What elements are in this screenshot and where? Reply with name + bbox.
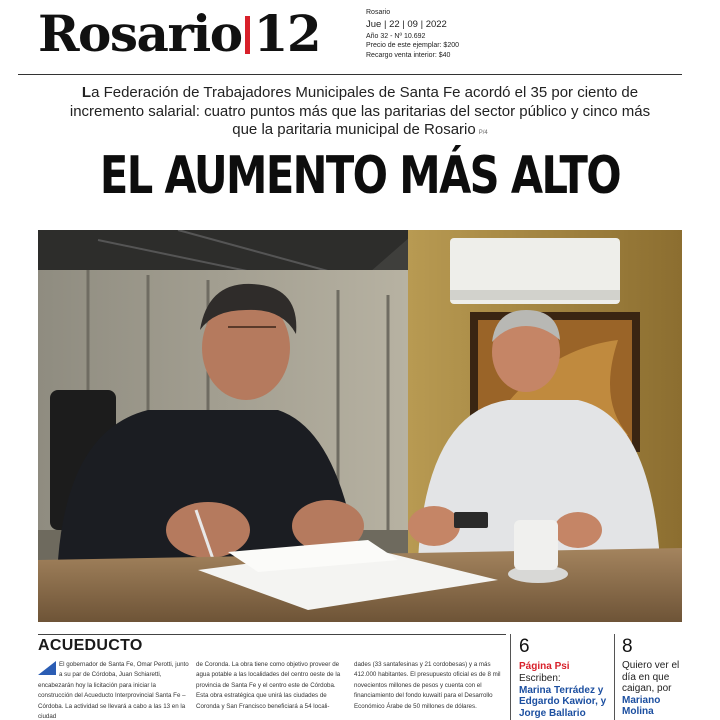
logo-red-bar [245, 16, 250, 54]
deck-text: a Federación de Trabajadores Municipales de Santa Fe acordó el 35 por ciento de incremento salarial: cuatro puntos más que las paritarias del sector público y cinco más que la paritaria municipal de Rosario [69, 84, 651, 138]
section-rule [38, 634, 506, 635]
deck-page-ref: P/4 [478, 130, 488, 136]
story-column-3: dades (33 santafesinas y 21 cordobesas) y a más 412.000 habitantes. El presupuesto oficial es de 8 mil novecientos millones de pesos y cuenta con el financiamiento del fondo kuwaití para el Desarrollo Económico Árabe de 50 millones de dólares. [354, 661, 501, 710]
deck-dropcap: L [81, 84, 92, 101]
issue-date: Jue | 22 | 09 | 2022 [366, 18, 447, 30]
masthead [0, 0, 720, 72]
sidebar-authors: Mariano Molina [622, 694, 661, 717]
sidebar-authors: Marina Terrádez y Edgardo Kawior, y Jorge Ballario [519, 684, 607, 719]
section-title[interactable]: ACUEDUCTO [38, 637, 143, 654]
sidebar-kicker: Página Psi [519, 661, 570, 672]
cover-photo [38, 230, 682, 622]
sidebar-text: Quiero ver el día en que caigan, por [622, 660, 680, 694]
newspaper-logo[interactable] [38, 2, 320, 66]
issue-surcharge: Recargo venta interior: $40 [366, 51, 451, 59]
sidebar-divider [614, 634, 615, 720]
logo-number: 12 [253, 4, 321, 63]
lead-story-body [38, 660, 506, 720]
issue-price: Precio de este ejemplar: $200 [366, 42, 459, 49]
cover-photo-illustration [38, 230, 682, 622]
sidebar-item-opinion[interactable] [622, 634, 684, 718]
main-headline[interactable]: EL AUMENTO MÁS ALTO [99, 146, 621, 206]
story-column-2: de Coronda. La obra tiene como objetivo proveer de agua potable a las localidades del centro oeste de la provincia de Santa Fe y el centro este de Córdoba. Esta obra estratégica que unirá las ciudades de Coronda y San Francisco beneficiará a 54 locali- [196, 661, 341, 710]
sidebar-item-psi[interactable] [519, 634, 611, 719]
masthead-divider [18, 74, 682, 75]
story-column-1 [38, 660, 190, 720]
issue-info [366, 8, 459, 60]
story-column-text-1: El gobernador de Santa Fe, Omar Perotti, junto a su par de Córdoba, Juan Schiaretti, encabezarán hoy la licitación para iniciar la construcción del Acueducto Interprovincial Santa Fe – Córdoba. La actividad se llevará a cabo a las 13 en la ciudad [38, 661, 189, 720]
sidebar-text: Escriben: [519, 673, 561, 684]
sidebar-divider [510, 634, 511, 720]
section-accent-icon [38, 661, 56, 675]
issue-number: Año 32 - Nº 10.692 [366, 32, 426, 40]
issue-city: Rosario [366, 9, 391, 16]
story-deck [60, 84, 660, 143]
sidebar-page-number: 8 [622, 636, 633, 657]
sidebar-page-number: 6 [519, 636, 530, 657]
logo-wordmark: Rosario [38, 4, 242, 63]
